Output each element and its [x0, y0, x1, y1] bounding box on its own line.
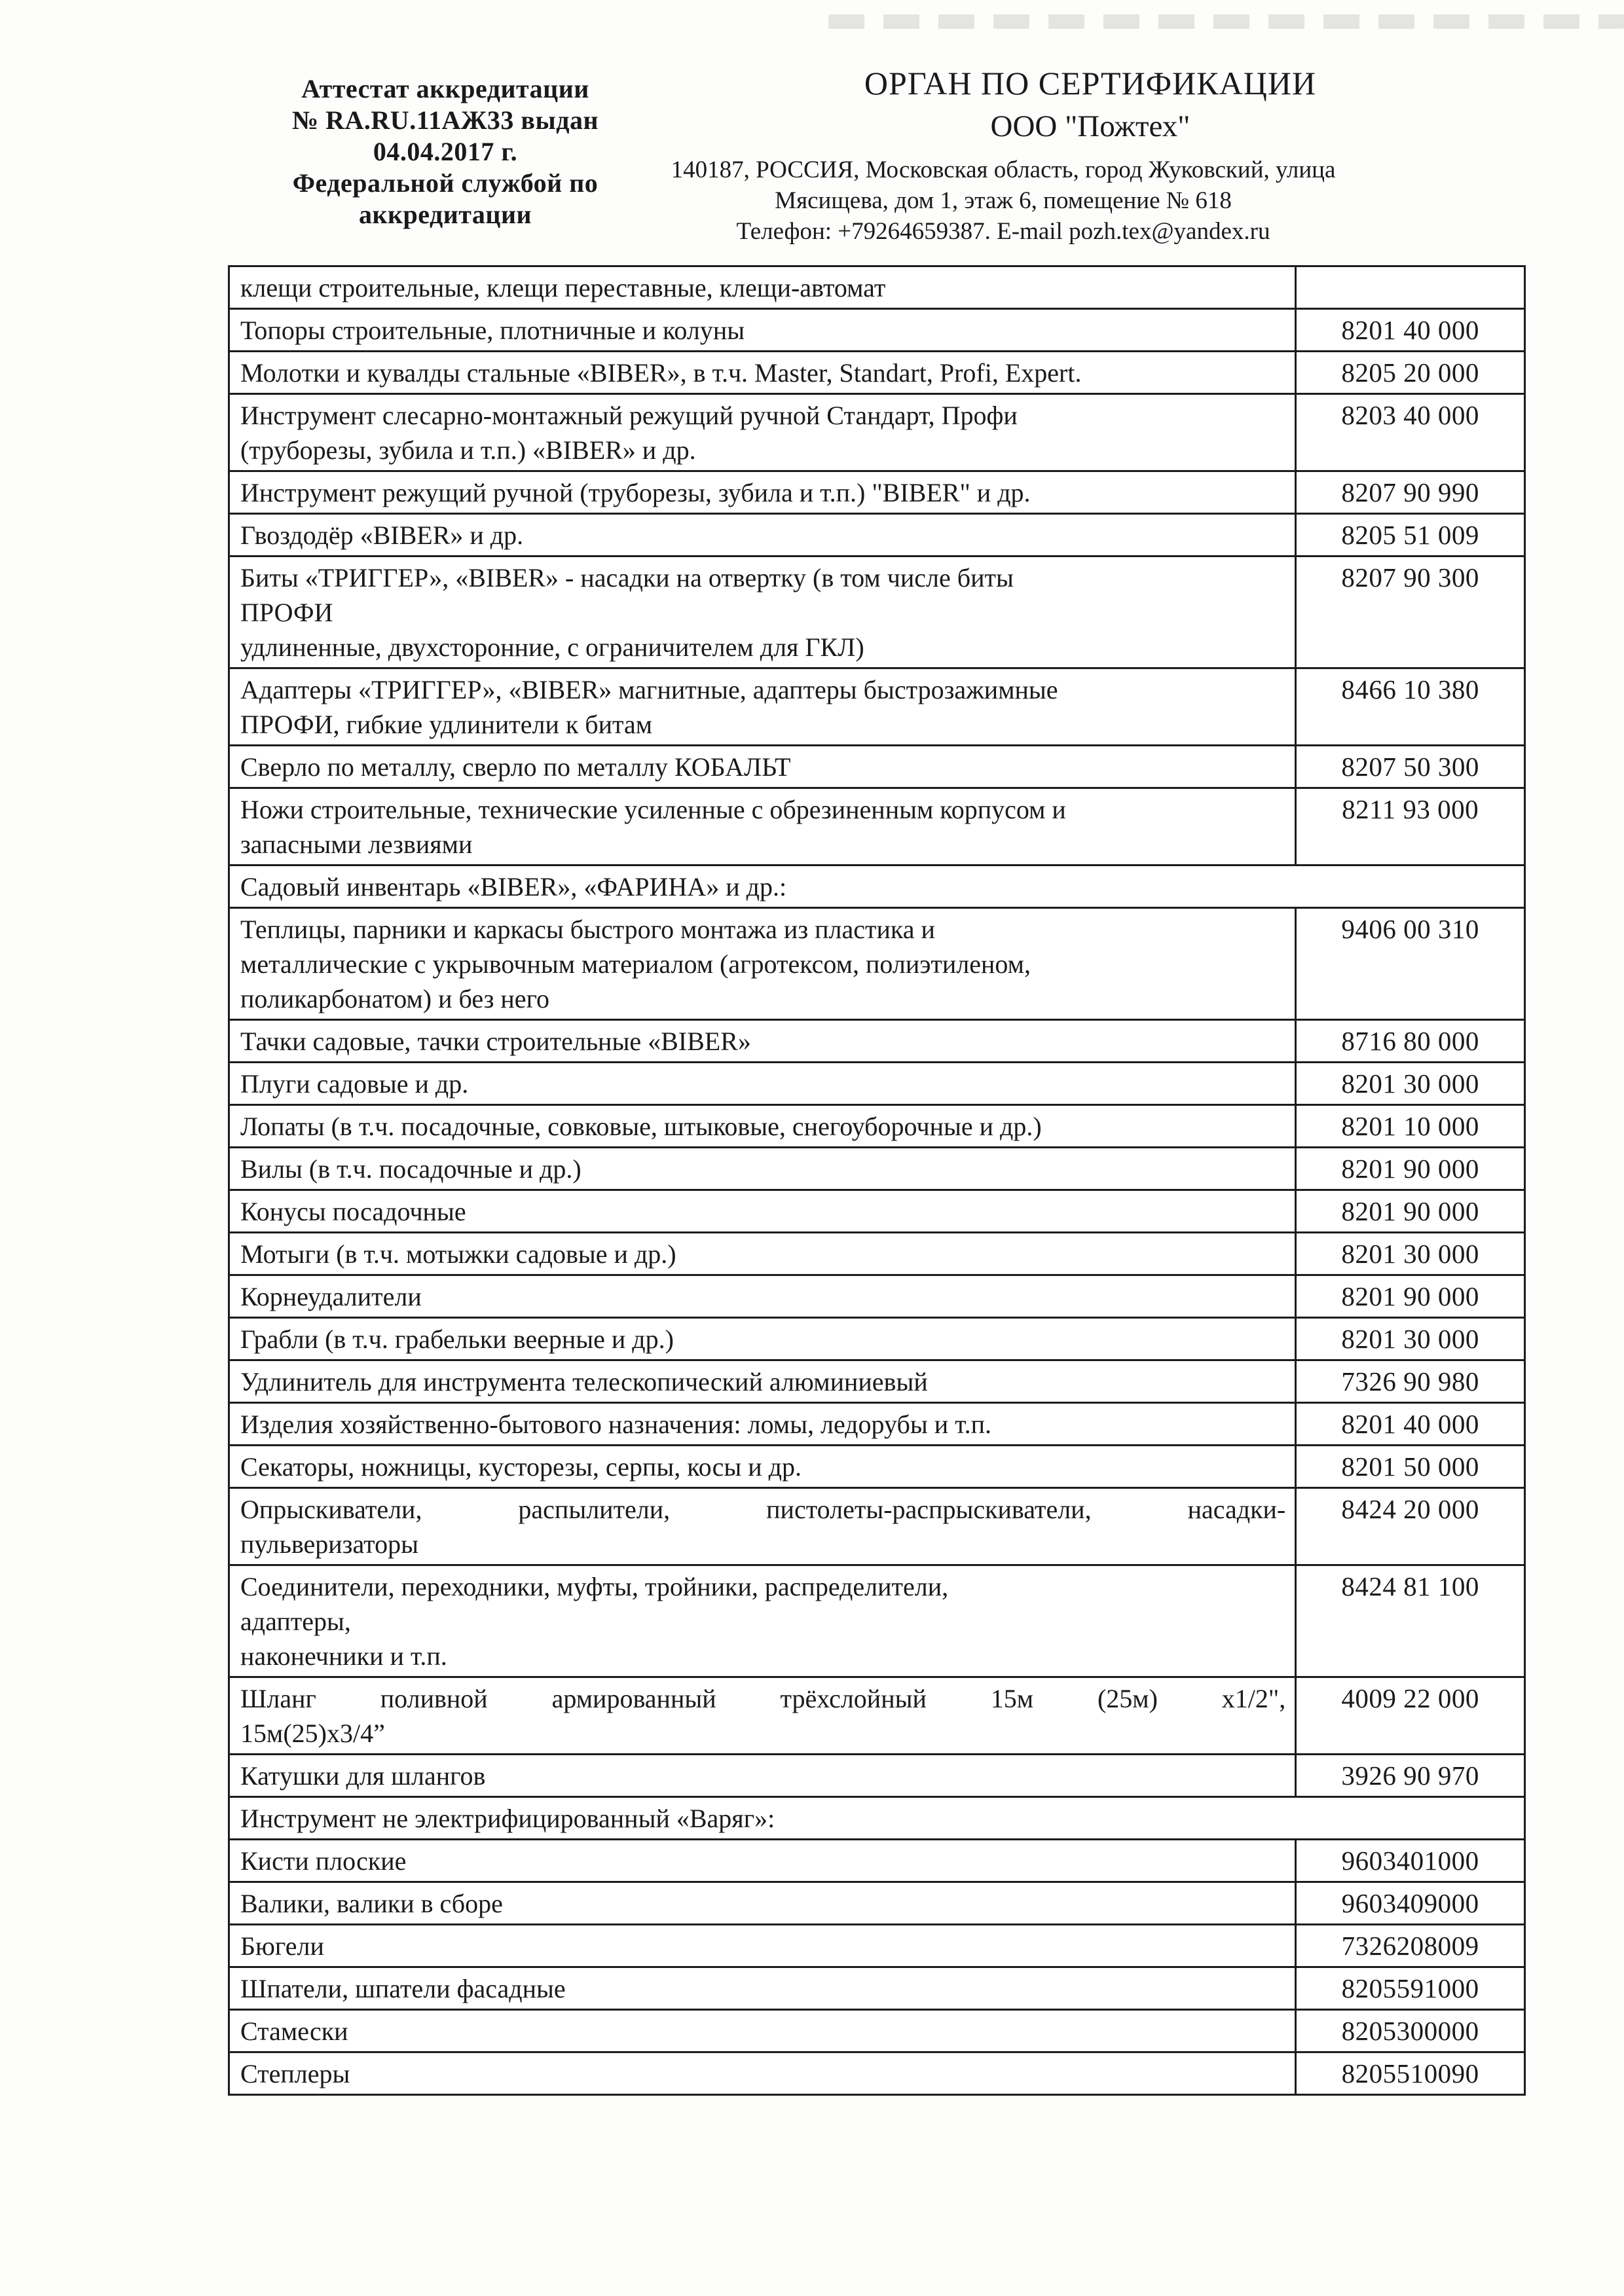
- item-description-cell: [230, 1968, 1295, 2009]
- tnved-code-cell: 9603409000: [1295, 1883, 1524, 1923]
- table-row: [230, 1678, 1524, 1755]
- item-description-cell: [230, 1925, 1295, 1966]
- table-row: [230, 352, 1524, 395]
- table-row: [230, 1319, 1524, 1361]
- item-description-cell: [230, 1489, 1295, 1564]
- table-row: [230, 1489, 1524, 1566]
- organization-name: ООО "Пожтех": [990, 109, 1190, 143]
- tnved-code-cell: 4009 22 000: [1295, 1678, 1524, 1753]
- tnved-code-cell: 8203 40 000: [1295, 395, 1524, 470]
- item-description-line: Шпатели, шпатели фасадные: [240, 1974, 566, 2003]
- tnved-code-cell: 8207 90 990: [1295, 472, 1524, 513]
- tnved-code-cell: 8201 30 000: [1295, 1063, 1524, 1104]
- table-row: [230, 1798, 1524, 1840]
- item-description-cell: [230, 1840, 1295, 1881]
- address-block: [655, 155, 1352, 247]
- tnved-code-cell: 8201 50 000: [1295, 1446, 1524, 1487]
- tnved-code-cell: 8201 10 000: [1295, 1106, 1524, 1146]
- accreditation-block: [282, 73, 609, 230]
- table-row: [230, 1566, 1524, 1678]
- table-row: [230, 1021, 1524, 1063]
- tnved-code-cell: 8201 90 000: [1295, 1148, 1524, 1189]
- scan-noise-band: [828, 14, 1624, 29]
- item-description-cell: [230, 1755, 1295, 1796]
- accreditation-line: № RA.RU.11АЖ33 выдан: [291, 105, 599, 135]
- tnved-code-cell: 8207 90 300: [1295, 557, 1524, 667]
- item-description-line: Инструмент не электрифицированный «Варяг»:: [240, 1804, 775, 1833]
- item-description-line: Грабли (в т.ч. грабельки веерные и др.): [240, 1324, 674, 1354]
- item-description-line: Шланг поливной армированный трёхслойный 15м (25м) х1/2",: [240, 1684, 1286, 1713]
- item-description-line: Адаптеры «ТРИГГЕР», «BIBER» магнитные, адаптеры быстрозажимные: [240, 675, 1058, 704]
- item-description-cell: [230, 515, 1295, 555]
- item-description-line: 15м(25)х3/4”: [240, 1719, 385, 1748]
- item-description-line: Конусы посадочные: [240, 1197, 466, 1226]
- table-row: [230, 557, 1524, 669]
- table-row: [230, 1233, 1524, 1276]
- table-row: [230, 1148, 1524, 1191]
- item-description-cell: [230, 1191, 1295, 1231]
- table-row: [230, 1925, 1524, 1968]
- item-description-cell: [230, 1021, 1295, 1061]
- certification-body-block: [655, 64, 1526, 247]
- item-description-cell: [230, 909, 1295, 1019]
- tnved-code-cell: 8205 20 000: [1295, 352, 1524, 393]
- certification-body-title: ОРГАН ПО СЕРТИФИКАЦИИ: [864, 65, 1317, 101]
- table-row: [230, 472, 1524, 515]
- item-description-cell: [230, 267, 1295, 308]
- item-description-cell: [230, 789, 1295, 864]
- item-description-cell: [230, 1319, 1295, 1359]
- item-description-line: Тачки садовые, тачки строительные «BIBER»: [240, 1027, 751, 1056]
- item-description-cell: [230, 1566, 1295, 1676]
- table-row: [230, 669, 1524, 746]
- item-description-line: ПРОФИ: [240, 598, 333, 627]
- item-description-line: Биты «ТРИГГЕР», «BIBER» - насадки на отвертку (в том числе биты: [240, 563, 1014, 592]
- table-row: [230, 746, 1524, 789]
- table-row: [230, 1404, 1524, 1446]
- item-description-cell: [230, 1361, 1295, 1402]
- table-row: [230, 1840, 1524, 1883]
- tnved-code-cell: 8205591000: [1295, 1968, 1524, 2009]
- item-description-cell: [230, 2011, 1295, 2051]
- tnved-code-cell: 8424 81 100: [1295, 1566, 1524, 1676]
- products-codes-table: [228, 265, 1526, 2096]
- item-description-line: наконечники и т.п.: [240, 1641, 447, 1671]
- accreditation-line: 04.04.2017 г.: [373, 137, 518, 166]
- table-row: [230, 1968, 1524, 2011]
- item-description-line: Молотки и кувалды стальные «BIBER», в т.ч. Master, Standart, Profi, Expert.: [240, 358, 1082, 388]
- item-description-line: адаптеры,: [240, 1607, 351, 1636]
- tnved-code-cell: 8201 90 000: [1295, 1276, 1524, 1317]
- item-description-line: (труборезы, зубила и т.п.) «BIBER» и др.: [240, 435, 696, 465]
- tnved-code-cell: 8466 10 380: [1295, 669, 1524, 744]
- item-description-line: Кисти плоские: [240, 1846, 407, 1876]
- tnved-code-cell: 8716 80 000: [1295, 1021, 1524, 1061]
- table-row: [230, 909, 1524, 1021]
- table-row: [230, 310, 1524, 352]
- tnved-code-cell: 8205510090: [1295, 2053, 1524, 2094]
- item-description-line: Опрыскиватели, распылители, пистолеты-распрыскиватели, насадки-: [240, 1495, 1286, 1524]
- tnved-code-cell: 3926 90 970: [1295, 1755, 1524, 1796]
- table-row: [230, 1446, 1524, 1489]
- contact-line: Телефон: +79264659387. E-mail pozh.tex@yandex.ru: [736, 218, 1270, 245]
- tnved-code-cell: 7326 90 980: [1295, 1361, 1524, 1402]
- item-description-cell: [230, 1276, 1295, 1317]
- item-description-line: Топоры строительные, плотничные и колуны: [240, 316, 745, 345]
- table-row: [230, 866, 1524, 909]
- item-description-line: Бюгели: [240, 1931, 324, 1961]
- item-description-line: Катушки для шлангов: [240, 1761, 486, 1791]
- item-description-cell: [230, 1678, 1295, 1753]
- address-line: 140187, РОССИЯ, Московская область, город Жуковский, улица: [671, 156, 1336, 183]
- table-row: [230, 1755, 1524, 1798]
- table-row: [230, 2011, 1524, 2053]
- accreditation-line: Федеральной службой по: [292, 168, 599, 198]
- tnved-code-cell: 8205 51 009: [1295, 515, 1524, 555]
- item-description-line: Теплицы, парники и каркасы быстрого монтажа из пластика и: [240, 915, 935, 944]
- item-description-cell: [230, 310, 1295, 350]
- item-description-cell: [230, 352, 1295, 393]
- accreditation-line: Аттестат аккредитации: [301, 74, 589, 103]
- address-line: Мясищева, дом 1, этаж 6, помещение № 618: [775, 187, 1232, 214]
- tnved-code-cell: 9406 00 310: [1295, 909, 1524, 1019]
- item-description-line: Инструмент слесарно-монтажный режущий ручной Стандарт, Профи: [240, 401, 1018, 430]
- item-description-line: Вилы (в т.ч. посадочные и др.): [240, 1154, 581, 1184]
- item-description-line: Ножи строительные, технические усиленные с обрезиненным корпусом и: [240, 795, 1066, 824]
- tnved-code-cell: 8207 50 300: [1295, 746, 1524, 787]
- item-description-cell: [230, 1233, 1295, 1274]
- item-description-line: Удлинитель для инструмента телескопический алюминиевый: [240, 1367, 928, 1396]
- item-description-line: Инструмент режущий ручной (труборезы, зубила и т.п.) "BIBER" и др.: [240, 478, 1031, 507]
- table-row: [230, 515, 1524, 557]
- item-description-line: Секаторы, ножницы, кусторезы, серпы, косы и др.: [240, 1452, 802, 1482]
- tnved-code-cell: 8205300000: [1295, 2011, 1524, 2051]
- item-description-line: Корнеудалители: [240, 1282, 422, 1311]
- item-description-line: Садовый инвентарь «BIBER», «ФАРИНА» и др.:: [240, 872, 787, 902]
- item-description-line: пульверизаторы: [240, 1529, 419, 1559]
- tnved-code-cell: 8201 40 000: [1295, 310, 1524, 350]
- tnved-code-cell: 8201 30 000: [1295, 1319, 1524, 1359]
- item-description-cell: [230, 1148, 1295, 1189]
- item-description-cell: [230, 472, 1295, 513]
- tnved-code-cell: 8201 30 000: [1295, 1233, 1524, 1274]
- item-description-cell: [230, 1404, 1295, 1444]
- tnved-code-cell: 8201 40 000: [1295, 1404, 1524, 1444]
- item-description-line: Мотыги (в т.ч. мотыжки садовые и др.): [240, 1239, 676, 1269]
- item-description-cell: [230, 1883, 1295, 1923]
- table-row: [230, 1883, 1524, 1925]
- item-description-cell: [230, 395, 1295, 470]
- item-description-line: ПРОФИ, гибкие удлинители к битам: [240, 710, 653, 739]
- item-description-line: поликарбонатом) и без него: [240, 984, 549, 1013]
- table-row: [230, 1361, 1524, 1404]
- table-row: [230, 789, 1524, 866]
- item-description-line: Соединители, переходники, муфты, тройники, распределители,: [240, 1572, 949, 1601]
- item-description-cell: [230, 669, 1295, 744]
- table-row: [230, 395, 1524, 472]
- item-description-cell: [230, 1063, 1295, 1104]
- item-description-cell: [230, 746, 1295, 787]
- item-description-cell: [230, 866, 1524, 907]
- accreditation-line: аккредитации: [358, 200, 532, 229]
- item-description-line: Степлеры: [240, 2059, 350, 2088]
- tnved-code-cell: 9603401000: [1295, 1840, 1524, 1881]
- item-description-cell: [230, 1798, 1524, 1838]
- item-description-line: запасными лезвиями: [240, 829, 473, 859]
- item-description-line: Лопаты (в т.ч. посадочные, совковые, штыковые, снегоуборочные и др.): [240, 1112, 1042, 1141]
- tnved-code-cell: 8201 90 000: [1295, 1191, 1524, 1231]
- tnved-code-cell: 8211 93 000: [1295, 789, 1524, 864]
- tnved-code-cell: 8424 20 000: [1295, 1489, 1524, 1564]
- table-row: [230, 267, 1524, 310]
- item-description-line: Гвоздодёр «BIBER» и др.: [240, 520, 524, 550]
- item-description-line: Стамески: [240, 2016, 348, 2046]
- item-description-line: металлические с укрывочным материалом (агротексом, полиэтиленом,: [240, 949, 1031, 979]
- tnved-code-cell: 7326208009: [1295, 1925, 1524, 1966]
- item-description-line: Плуги садовые и др.: [240, 1069, 469, 1099]
- table-row: [230, 1276, 1524, 1319]
- tnved-code-cell: [1295, 267, 1524, 308]
- item-description-line: Валики, валики в сборе: [240, 1889, 503, 1918]
- table-row: [230, 1106, 1524, 1148]
- table-row: [230, 1063, 1524, 1106]
- item-description-cell: [230, 557, 1295, 667]
- item-description-line: Сверло по металлу, сверло по металлу КОБАЛЬТ: [240, 752, 791, 782]
- table-row: [230, 1191, 1524, 1233]
- item-description-line: Изделия хозяйственно-бытового назначения: ломы, ледорубы и т.п.: [240, 1410, 991, 1439]
- item-description-line: клещи строительные, клещи переставные, клещи-автомат: [240, 273, 886, 302]
- table-row: [230, 2053, 1524, 2094]
- item-description-cell: [230, 2053, 1295, 2094]
- item-description-cell: [230, 1446, 1295, 1487]
- item-description-line: удлиненные, двухсторонние, с ограничителем для ГКЛ): [240, 632, 864, 662]
- item-description-cell: [230, 1106, 1295, 1146]
